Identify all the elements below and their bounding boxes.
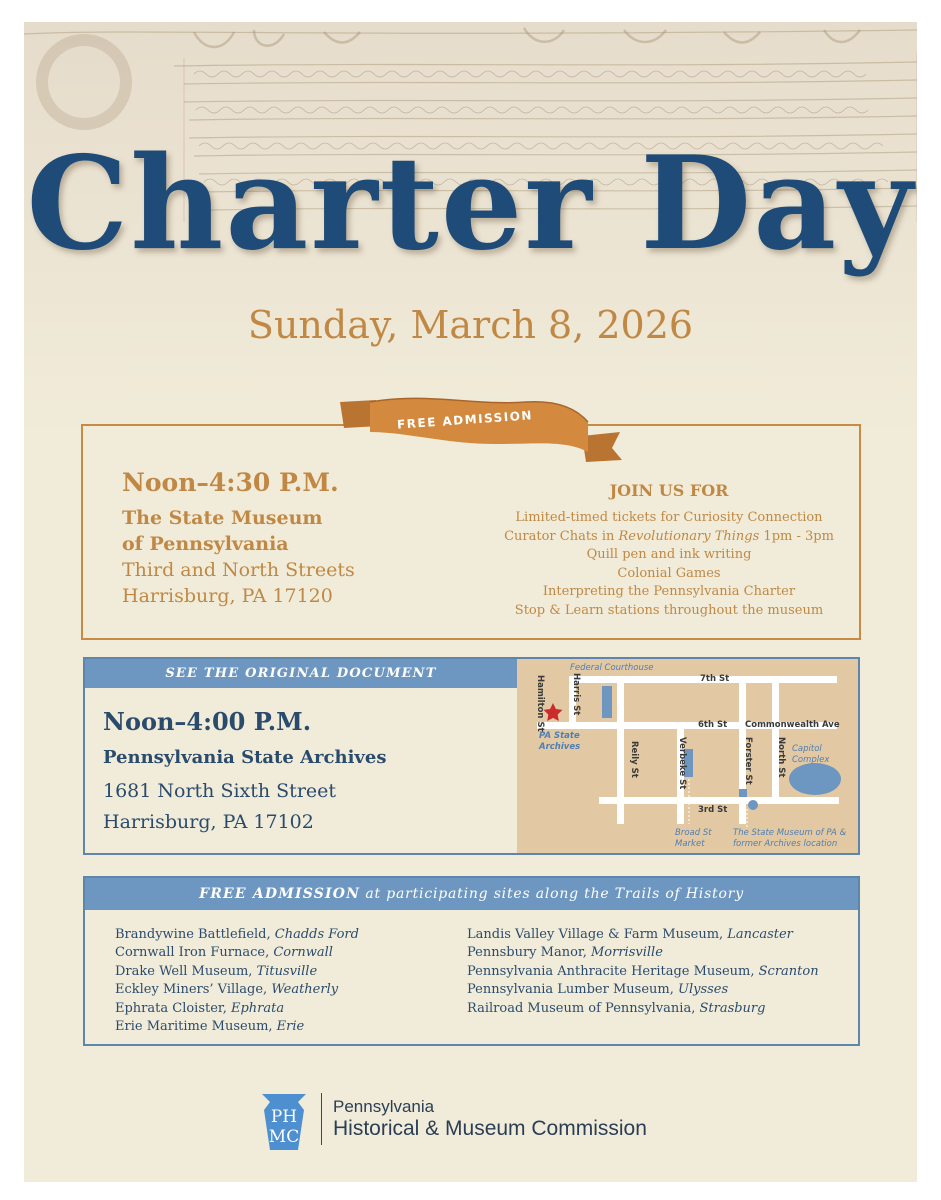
activities-list <box>444 509 894 620</box>
map-label-commonwealth-ave: Commonwealth Ave <box>745 720 840 730</box>
map-label-reily-st: Reily St <box>629 741 639 778</box>
logo-mark-bottom: MC <box>268 1127 300 1147</box>
map-label-6th-st: 6th St <box>698 720 728 730</box>
activity-item: Interpreting the Pennsylvania Charter <box>542 584 796 599</box>
map-label-capitol: Capitol <box>792 744 822 754</box>
site-item: Cornwall Iron Furnace, Cornwall <box>115 945 333 961</box>
museum-venue <box>122 505 382 557</box>
exhibit-title: Revolutionary Things <box>618 528 760 544</box>
site-item: Pennsbury Manor, Morrisville <box>467 945 663 961</box>
museum-venue-line-1: The State Museum <box>122 507 323 529</box>
join-us-heading: JOIN US FOR <box>609 481 729 500</box>
activity-item: Quill pen and ink writing <box>586 547 752 562</box>
museum-address-line-2: Harrisburg, PA 17120 <box>122 585 333 607</box>
location-map <box>517 659 858 853</box>
activity-item: Stop & Learn stations throughout the museum <box>514 602 824 618</box>
museum-address <box>122 557 355 609</box>
activity-item: Limited-timed tickets for Curiosity Connection <box>515 510 823 525</box>
free-admission-label: FREE ADMISSION <box>396 408 534 432</box>
archives-address-line-1: 1681 North Sixth Street <box>103 780 337 802</box>
map-label-state-museum-2: former Archives location <box>733 839 838 849</box>
map-label-complex: Complex <box>792 755 830 765</box>
free-admission-ribbon-icon <box>336 392 626 472</box>
map-label-state-museum-1: The State Museum of PA & <box>733 828 847 838</box>
map-label-3rd-st: 3rd St <box>698 805 728 815</box>
site-item: Erie Maritime Museum, Erie <box>115 1019 305 1035</box>
site-item: Brandywine Battlefield, Chadds Ford <box>115 927 359 942</box>
museum-hours: Noon–4:30 P.M. <box>122 468 339 497</box>
map-label-archives: Archives <box>539 742 581 752</box>
federal-courthouse-building <box>602 686 612 718</box>
museum-address-line-1: Third and North Streets <box>122 559 355 581</box>
map-label-north-st: North St <box>776 737 786 778</box>
logo-text-line-2: Historical & Museum Commission <box>333 1117 647 1140</box>
site-item: Ephrata Cloister, Ephrata <box>115 1000 285 1016</box>
archives-header: SEE THE ORIGINAL DOCUMENT <box>165 666 437 681</box>
map-label-verbeke-st: Verbeke St <box>677 737 687 790</box>
map-label-market: Market <box>675 839 705 849</box>
archives-address <box>103 776 336 838</box>
site-item: Drake Well Museum, Titusville <box>115 963 318 979</box>
logo-text-line-1: Pennsylvania <box>333 1097 435 1116</box>
archives-location-star-icon <box>544 703 563 721</box>
capitol-complex-shape <box>789 763 841 795</box>
map-label-7th-st: 7th St <box>700 674 730 684</box>
trails-header: FREE ADMISSION at participating sites along the Trails of History <box>199 886 744 902</box>
map-label-pa-state: PA State <box>539 731 580 741</box>
map-label-federal-courthouse: Federal Courthouse <box>570 663 654 673</box>
site-item: Railroad Museum of Pennsylvania, Strasburg <box>467 1000 766 1016</box>
sites-list-right <box>467 926 857 1018</box>
site-item: Pennsylvania Anthracite Heritage Museum, Scranton <box>467 963 819 979</box>
archives-address-line-2: Harrisburg, PA 17102 <box>103 811 314 833</box>
site-item: Eckley Miners’ Village, Weatherly <box>115 982 339 998</box>
museum-venue-line-2: of Pennsylvania <box>122 533 289 555</box>
event-date: Sunday, March 8, 2026 <box>247 303 694 347</box>
map-label-broad-st: Broad St <box>675 828 712 838</box>
map-label-forster-st: Forster St <box>743 737 753 785</box>
activity-item: Colonial Games <box>617 565 721 581</box>
logo-mark-top: PH <box>270 1107 298 1127</box>
site-item: Landis Valley Village & Farm Museum, Lancaster <box>467 927 793 942</box>
activity-item: Curator Chats in Revolutionary Things 1pm - 3pm <box>504 528 834 544</box>
logo-divider <box>321 1093 322 1145</box>
state-museum-building <box>739 789 747 797</box>
archives-venue: Pennsylvania State Archives <box>103 747 387 768</box>
event-title: Charter Day <box>26 129 915 279</box>
site-item: Pennsylvania Lumber Museum, Ulysses <box>467 982 729 998</box>
map-label-harris-st: Harris St <box>571 673 581 716</box>
archives-hours: Noon–4:00 P.M. <box>103 707 312 736</box>
map-label-hamilton-st: Hamilton St <box>535 675 545 732</box>
phmc-keystone-logo-icon <box>254 1092 314 1152</box>
state-museum-rotunda <box>748 800 758 810</box>
sites-list-left <box>115 926 445 1036</box>
